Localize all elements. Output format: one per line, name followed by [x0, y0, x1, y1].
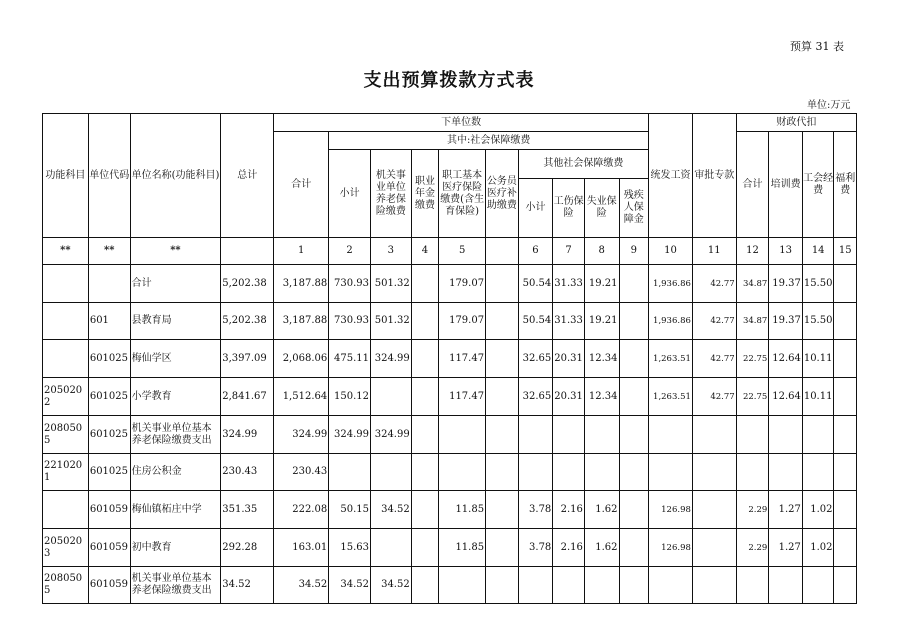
index-cell: 12 [736, 238, 769, 265]
amount-cell [834, 303, 857, 340]
amount-cell [439, 416, 486, 454]
amount-cell: 34.87 [736, 303, 769, 340]
amount-cell [518, 454, 553, 491]
unit-name-cell: 机关事业单位基本养老保险缴费支出 [130, 416, 221, 454]
table-row [43, 416, 857, 454]
amount-cell [370, 454, 411, 491]
amount-cell: 1.02 [802, 491, 834, 529]
amount-cell [834, 567, 857, 604]
amount-cell: 15.63 [329, 529, 371, 567]
amount-cell: 31.33 [553, 303, 585, 340]
func-subject-cell [43, 340, 89, 378]
amount-cell [692, 491, 736, 529]
func-subject-cell: 2050203 [43, 529, 89, 567]
amount-cell: 1,263.51 [649, 340, 693, 378]
amount-cell [411, 416, 439, 454]
amount-cell [439, 454, 486, 491]
amount-cell: 11.85 [439, 529, 486, 567]
index-cell: 2 [329, 238, 371, 265]
unit-code-cell: 601059 [88, 567, 130, 604]
amount-cell [486, 454, 519, 491]
amount-cell [692, 529, 736, 567]
index-cell: ** [43, 238, 89, 265]
header-training: 培训费 [769, 132, 803, 238]
func-subject-cell [43, 303, 89, 340]
amount-cell: 1.62 [584, 491, 619, 529]
amount-cell [518, 567, 553, 604]
amount-cell: 10.11 [802, 340, 834, 378]
amount-cell [834, 378, 857, 416]
header-finance-agency: 财政代扣 [736, 114, 856, 132]
index-cell [221, 238, 274, 265]
amount-cell: 475.11 [329, 340, 371, 378]
amount-cell [834, 454, 857, 491]
amount-cell: 20.31 [553, 378, 585, 416]
unit-name-cell: 住房公积金 [130, 454, 221, 491]
header-injury: 工伤保险 [553, 179, 585, 238]
amount-cell [692, 567, 736, 604]
amount-cell: 2.16 [553, 529, 585, 567]
amount-cell: 32.65 [518, 340, 553, 378]
unit-code-cell: 601025 [88, 378, 130, 416]
func-subject-cell: 2210201 [43, 454, 89, 491]
index-cell: 6 [518, 238, 553, 265]
amount-cell: 22.75 [736, 340, 769, 378]
amount-cell: 19.37 [769, 265, 803, 303]
amount-cell [486, 529, 519, 567]
amount-cell [584, 454, 619, 491]
amount-cell: 2.29 [736, 491, 769, 529]
index-cell [486, 238, 519, 265]
amount-cell: 19.21 [584, 265, 619, 303]
func-subject-cell [43, 491, 89, 529]
amount-cell: 2.16 [553, 491, 585, 529]
index-cell: 15 [834, 238, 857, 265]
budget-table [42, 113, 857, 604]
table-row [43, 529, 857, 567]
func-subject-cell [43, 265, 89, 303]
unit-name-cell: 梅仙学区 [130, 340, 221, 378]
amount-cell: 163.01 [274, 529, 329, 567]
header-special: 审批专款 [692, 114, 736, 238]
amount-cell: 126.98 [649, 491, 693, 529]
amount-cell: 117.47 [439, 340, 486, 378]
amount-cell [619, 529, 649, 567]
unit-code-cell: 601025 [88, 340, 130, 378]
amount-cell: 1,263.51 [649, 378, 693, 416]
amount-cell: 15.50 [802, 265, 834, 303]
amount-cell [619, 265, 649, 303]
amount-cell: 3.78 [518, 491, 553, 529]
index-row [43, 238, 857, 265]
amount-cell [769, 416, 803, 454]
amount-cell: 42.77 [692, 265, 736, 303]
amount-cell [736, 567, 769, 604]
amount-cell [486, 378, 519, 416]
amount-cell [736, 416, 769, 454]
amount-cell [692, 416, 736, 454]
index-cell: 14 [802, 238, 834, 265]
amount-cell [553, 454, 585, 491]
amount-cell [486, 416, 519, 454]
table-row [43, 303, 857, 340]
amount-cell: 117.47 [439, 378, 486, 416]
amount-cell [834, 491, 857, 529]
amount-cell: 501.32 [370, 265, 411, 303]
index-cell: 1 [274, 238, 329, 265]
unit-label: 单位:万元 [807, 100, 851, 111]
header-annuity: 职业年金缴费 [411, 150, 439, 238]
total-cell: 5,202.38 [221, 303, 274, 340]
page-title: 支出预算拨款方式表 [363, 70, 535, 91]
header-unit-code: 单位代码 [88, 114, 130, 238]
amount-cell [619, 340, 649, 378]
index-cell: 10 [649, 238, 693, 265]
header-medical: 职工基本医疗保险缴费(含生育保险) [439, 150, 486, 238]
total-cell: 2,841.67 [221, 378, 274, 416]
header-welfare: 福利费 [834, 132, 857, 238]
amount-cell: 42.77 [692, 340, 736, 378]
header-civil-medical: 公务员医疗补助缴费 [486, 150, 519, 238]
amount-cell [769, 567, 803, 604]
amount-cell [518, 416, 553, 454]
func-subject-cell: 2080505 [43, 567, 89, 604]
amount-cell: 20.31 [553, 340, 585, 378]
amount-cell [411, 378, 439, 416]
index-cell: 3 [370, 238, 411, 265]
amount-cell: 50.15 [329, 491, 371, 529]
amount-cell: 324.99 [370, 416, 411, 454]
amount-cell [619, 567, 649, 604]
amount-cell: 50.54 [518, 303, 553, 340]
amount-cell [411, 491, 439, 529]
total-cell: 292.28 [221, 529, 274, 567]
amount-cell [769, 454, 803, 491]
amount-cell: 42.77 [692, 303, 736, 340]
amount-cell [411, 454, 439, 491]
amount-cell: 150.12 [329, 378, 371, 416]
unit-code-cell: 601 [88, 303, 130, 340]
amount-cell: 34.52 [370, 567, 411, 604]
amount-cell: 12.64 [769, 340, 803, 378]
amount-cell: 22.75 [736, 378, 769, 416]
amount-cell [802, 416, 834, 454]
amount-cell: 34.52 [274, 567, 329, 604]
amount-cell [553, 416, 585, 454]
header-unit-name: 单位名称(功能科目) [130, 114, 221, 238]
amount-cell [486, 491, 519, 529]
amount-cell: 10.11 [802, 378, 834, 416]
amount-cell [370, 378, 411, 416]
unit-code-cell: 601059 [88, 491, 130, 529]
amount-cell [411, 567, 439, 604]
amount-cell [834, 265, 857, 303]
amount-cell [802, 454, 834, 491]
index-cell: 9 [619, 238, 649, 265]
amount-cell: 179.07 [439, 265, 486, 303]
amount-cell [370, 529, 411, 567]
header-social-security: 其中:社会保障缴费 [329, 132, 649, 150]
amount-cell [486, 340, 519, 378]
amount-cell: 179.07 [439, 303, 486, 340]
unit-name-cell: 梅仙镇柘庄中学 [130, 491, 221, 529]
total-cell: 230.43 [221, 454, 274, 491]
amount-cell [802, 567, 834, 604]
amount-cell: 50.54 [518, 265, 553, 303]
amount-cell [486, 303, 519, 340]
amount-cell [649, 416, 693, 454]
amount-cell: 501.32 [370, 303, 411, 340]
amount-cell: 3,187.88 [274, 265, 329, 303]
table-row [43, 491, 857, 529]
amount-cell: 32.65 [518, 378, 553, 416]
index-cell: 4 [411, 238, 439, 265]
amount-cell: 12.34 [584, 340, 619, 378]
amount-cell [486, 567, 519, 604]
amount-cell [619, 303, 649, 340]
amount-cell: 1,936.86 [649, 265, 693, 303]
amount-cell [649, 567, 693, 604]
index-cell: 7 [553, 238, 585, 265]
unit-name-cell: 机关事业单位基本养老保险缴费支出 [130, 567, 221, 604]
amount-cell: 3,187.88 [274, 303, 329, 340]
amount-cell: 12.34 [584, 378, 619, 416]
amount-cell [411, 303, 439, 340]
header-salary: 统发工资 [649, 114, 693, 238]
table-row [43, 454, 857, 491]
amount-cell [619, 454, 649, 491]
amount-cell: 1.62 [584, 529, 619, 567]
amount-cell [834, 340, 857, 378]
header-total: 总计 [221, 114, 274, 238]
amount-cell [584, 567, 619, 604]
index-cell: ** [88, 238, 130, 265]
amount-cell: 12.64 [769, 378, 803, 416]
total-cell: 5,202.38 [221, 265, 274, 303]
amount-cell: 230.43 [274, 454, 329, 491]
unit-code-cell: 601059 [88, 529, 130, 567]
amount-cell [486, 265, 519, 303]
amount-cell: 15.50 [802, 303, 834, 340]
amount-cell [619, 491, 649, 529]
table-row [43, 378, 857, 416]
unit-name-cell: 小学教育 [130, 378, 221, 416]
header-fa-total: 合计 [736, 132, 769, 238]
amount-cell: 19.21 [584, 303, 619, 340]
amount-cell: 34.52 [370, 491, 411, 529]
amount-cell [584, 416, 619, 454]
amount-cell: 34.87 [736, 265, 769, 303]
amount-cell [439, 567, 486, 604]
amount-cell: 126.98 [649, 529, 693, 567]
amount-cell [834, 416, 857, 454]
func-subject-cell: 2050202 [43, 378, 89, 416]
amount-cell: 34.52 [329, 567, 371, 604]
unit-code-cell: 601025 [88, 416, 130, 454]
amount-cell: 324.99 [274, 416, 329, 454]
amount-cell: 730.93 [329, 265, 371, 303]
index-cell: 13 [769, 238, 803, 265]
amount-cell: 1,512.64 [274, 378, 329, 416]
index-cell: 11 [692, 238, 736, 265]
header-unemployment: 失业保险 [584, 179, 619, 238]
amount-cell [553, 567, 585, 604]
amount-cell: 1.27 [769, 491, 803, 529]
header-xj: 小计 [329, 150, 371, 238]
amount-cell: 11.85 [439, 491, 486, 529]
header-union: 工会经费 [802, 132, 834, 238]
table-row [43, 340, 857, 378]
unit-code-cell [88, 265, 130, 303]
amount-cell [692, 454, 736, 491]
amount-cell: 3.78 [518, 529, 553, 567]
header-func-subject: 功能科目 [43, 114, 89, 238]
header-other-social: 其他社会保障缴费 [518, 150, 648, 179]
page-number-label: 预算 31 表 [790, 40, 844, 53]
func-subject-cell: 2080505 [43, 416, 89, 454]
amount-cell: 19.37 [769, 303, 803, 340]
index-cell: 5 [439, 238, 486, 265]
index-cell: 8 [584, 238, 619, 265]
total-cell: 3,397.09 [221, 340, 274, 378]
amount-cell: 730.93 [329, 303, 371, 340]
amount-cell [411, 529, 439, 567]
table-row [43, 265, 857, 303]
amount-cell: 324.99 [329, 416, 371, 454]
amount-cell: 222.08 [274, 491, 329, 529]
amount-cell: 2,068.06 [274, 340, 329, 378]
header-hj: 合计 [274, 132, 329, 238]
total-cell: 324.99 [221, 416, 274, 454]
header-lower-units: 下单位数 [274, 114, 649, 132]
amount-cell: 2.29 [736, 529, 769, 567]
amount-cell: 42.77 [692, 378, 736, 416]
amount-cell [649, 454, 693, 491]
header-other-xj: 小计 [518, 179, 553, 238]
index-cell: ** [130, 238, 221, 265]
amount-cell [619, 416, 649, 454]
total-cell: 351.35 [221, 491, 274, 529]
unit-name-cell: 初中教育 [130, 529, 221, 567]
header-pension: 机关事业单位养老保险缴费 [370, 150, 411, 238]
amount-cell [834, 529, 857, 567]
amount-cell: 324.99 [370, 340, 411, 378]
header-disabled: 残疾人保障金 [619, 179, 649, 238]
amount-cell: 1,936.86 [649, 303, 693, 340]
table-row [43, 567, 857, 604]
unit-code-cell: 601025 [88, 454, 130, 491]
amount-cell [411, 340, 439, 378]
amount-cell: 31.33 [553, 265, 585, 303]
unit-name-cell: 县教育局 [130, 303, 221, 340]
amount-cell [736, 454, 769, 491]
total-cell: 34.52 [221, 567, 274, 604]
amount-cell: 1.27 [769, 529, 803, 567]
amount-cell [411, 265, 439, 303]
amount-cell [619, 378, 649, 416]
unit-name-cell: 合计 [130, 265, 221, 303]
amount-cell: 1.02 [802, 529, 834, 567]
amount-cell [329, 454, 371, 491]
